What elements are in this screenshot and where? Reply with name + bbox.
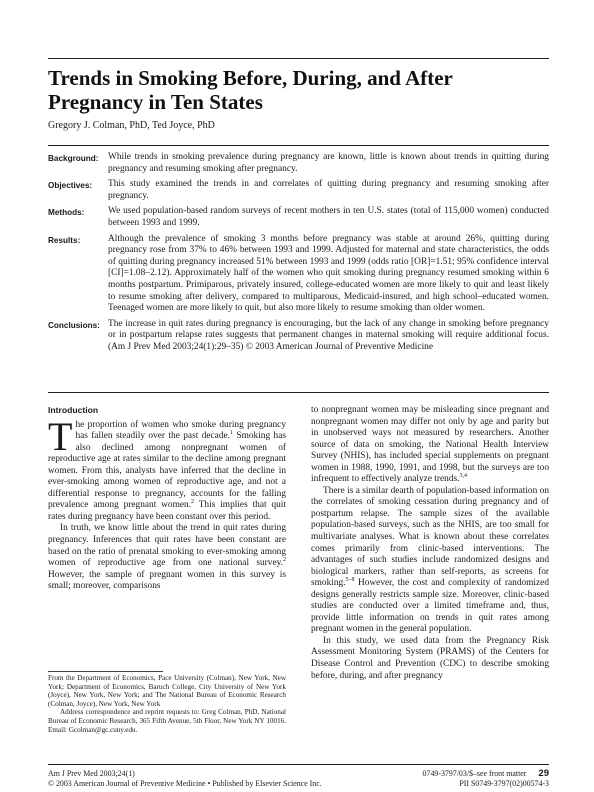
footnotes	[48, 674, 286, 734]
copyright-line: © 2003 American Journal of Preventive Medicine • Published by Elsevier Science Inc.	[48, 779, 322, 788]
footer-left	[48, 769, 322, 789]
author-line: Gregory J. Colman, PhD, Ted Joyce, PhD	[48, 120, 215, 131]
issn-line: 0749-3797/03/$–see front matter	[422, 769, 527, 778]
top-rule	[48, 58, 549, 59]
abstract-label: Background:	[48, 154, 99, 163]
abstract-background	[48, 152, 549, 175]
affiliation-note: From the Department of Economics, Pace University (Colman), New York, New York; Department of Economics, Baruch College, City University of New York (Joyce), New York, New York; and The National Bureau of Economic Research (Colman, Joyce), New York, New York	[48, 674, 286, 708]
abstract-text: The increase in quit rates during pregnancy is encouraging, but the lack of any change in smoking before pregnancy or in postpartum relapse rates suggests that permanent changes in maternal smoking will require additional focus. (Am J Prev Med 2003;24(1):29–35) © 2003 American Journal of Preventive Medicine	[108, 318, 549, 352]
body-paragraph: In this study, we used data from the Pregnancy Risk Assessment Monitoring System (PRAMS) of the Centers for Disease Control and Prevention (CDC) to describe smoking before, during, and after pregnancy	[311, 635, 549, 681]
abstract	[48, 152, 549, 354]
drop-cap: T	[48, 413, 73, 459]
left-column	[48, 405, 286, 593]
footer-rule	[48, 764, 549, 765]
abstract-bottom-rule	[48, 392, 549, 393]
journal-citation: Am J Prev Med 2003;24(1)	[48, 769, 135, 778]
correspondence-note: Address correspondence and reprint requests to: Greg Colman, PhD, National Bureau of Economic Research, 365 Fifth Avenue, 5th Floor, New York NY 10016. Email: Gcolman@gc.cuny.edu.	[48, 708, 286, 734]
abstract-conclusions	[48, 319, 549, 354]
body-paragraph: The proportion of women who smoke during pregnancy has fallen steadily over the past decade.$^1$ Smoking has also declined among nonpregnant women of reproductive age at rates similar to the decline among pregnant women. From this, analysts have inferred that the decline in ever-smoking among women of reproductive age, and not a differential response to pregnancy, accounts for the falling prevalence among pregnant women.$^2$ This implies that quit rates during pregnancy have been constant over this period.	[48, 413, 286, 522]
body-paragraph: There is a similar dearth of population-based information on the correlates of smoking cessation during pregnancy and of postpartum relapse. The sample sizes of the available population-based surveys, such as the NHIS, are too small for multivariate analyses. What is known about these correlates comes primarily from clinic-based interventions. The advantages of such studies include randomized designs and biological markers, rather than self-reports, as screens for smoking.$^{5-8}$ However, the cost and complexity of randomized designs generally restricts sample size. Moreover, clinic-based studies are conducted over a limited timeframe and, thus, provide little information on trends in quit rates among pregnant women in the general population.	[311, 485, 549, 635]
section-heading: Introduction	[48, 405, 99, 415]
abstract-top-rule	[48, 145, 549, 146]
pii-line: PII S0749-3797(02)00574-3	[459, 779, 549, 788]
abstract-text: While trends in smoking prevalence during pregnancy are known, little is known about trends in quitting during pregnancy and resuming smoking after pregnancy.	[108, 152, 549, 174]
abstract-label: Results:	[48, 235, 81, 245]
footer-right	[423, 769, 549, 789]
abstract-results	[48, 234, 549, 315]
abstract-label: Conclusions:	[48, 320, 100, 330]
body-paragraph: to nonpregnant women may be misleading since pregnant and nonpregnant women may differ not only by age and parity but in unobserved ways not measured by researchers. Another source of data on smoking, the National Health Interview Survey (NHIS), has included special supplements on pregnant women in 1988, 1990, 1991, and 1998, but the surveys are too infrequent to effectively analyze trends.$^{3,4}$	[311, 405, 549, 485]
abstract-label: Methods:	[48, 208, 85, 218]
body-paragraph: In truth, we know little about the trend in quit rates during pregnancy. Inferences that quit rates have been constant are based on the ratio of prenatal smoking to ever-smoking among women of reproductive age from one national survey.$^2$ However, the sample of pregnant women in this survey is small; moreover, comparisons	[48, 523, 286, 592]
page-number: 29	[538, 768, 549, 779]
footnote-rule	[48, 671, 163, 672]
abstract-objectives	[48, 179, 549, 202]
article-title: Trends in Smoking Before, During, and After Pregnancy in Ten States	[48, 66, 453, 114]
right-column	[311, 405, 549, 682]
abstract-text: We used population-based random surveys of recent mothers in ten U.S. states (total of 115,000 women) conducted between 1993 and 1999.	[108, 206, 549, 228]
abstract-text: Although the prevalence of smoking 3 months before pregnancy was stable at around 26%, quitting during pregnancy rose from 37% to 46% between 1993 and 1999. Adjusted for maternal and state characteristics, the odds of quitting during pregnancy increased 51% between 1993 and 1999 (odds ratio [OR]=1.51; 95% confidence interval [CI]=1.08–2.12). Approximately half of the women who quit smoking during pregnancy resumed smoking within 6 months postpartum. Primiparous, privately insured, college-educated women are more likely to quit and least likely to resume smoking after delivery, compared to multiparous, Medicaid-insured, and high school–educated women. Teenaged women are more likely to quit, but also more likely to resume smoking than older women.	[108, 233, 549, 314]
abstract-text: This study examined the trends in and correlates of quitting during pregnancy and resuming smoking after pregnancy.	[108, 179, 549, 201]
abstract-methods	[48, 206, 549, 229]
abstract-label: Objectives:	[48, 181, 93, 191]
